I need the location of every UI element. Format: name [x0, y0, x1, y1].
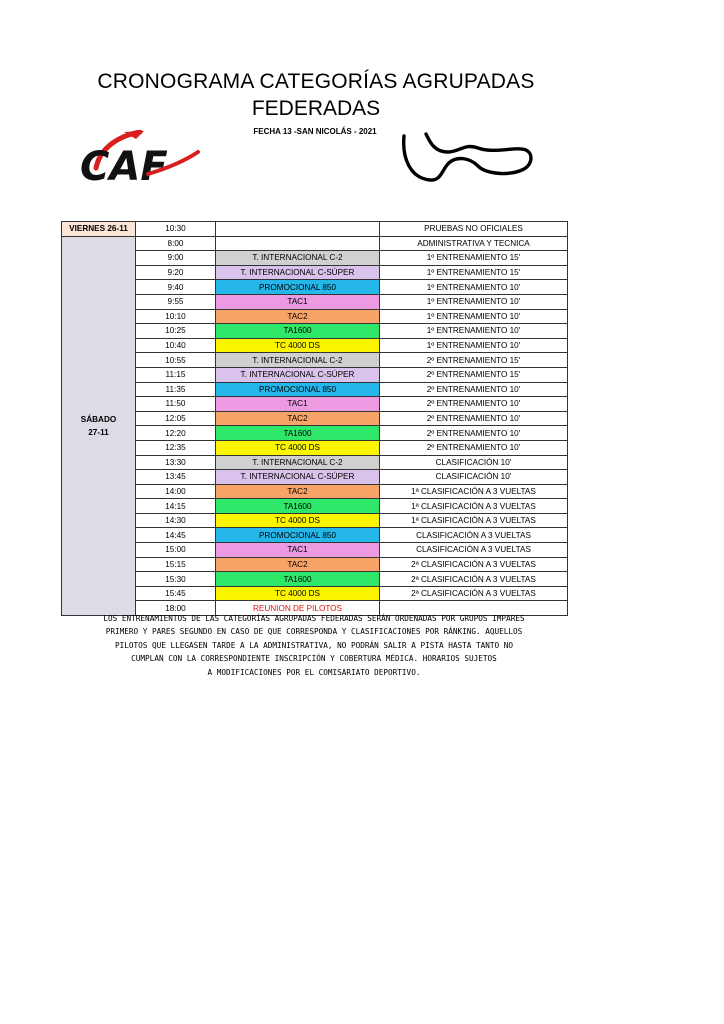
category-cell — [216, 222, 380, 237]
activity-cell: CLASIFICACIÓN 10' — [380, 470, 568, 485]
time-cell: 11:35 — [136, 382, 216, 397]
activity-cell: 2º ENTRENAMIENTO 15' — [380, 367, 568, 382]
table-row — [62, 484, 568, 499]
activity-cell: 2ª CLASIFICACIÓN A 3 VUELTAS — [380, 586, 568, 601]
time-cell: 18:00 — [136, 601, 216, 616]
time-cell: 9:55 — [136, 294, 216, 309]
activity-cell: 2º ENTRENAMIENTO 10' — [380, 397, 568, 412]
category-cell: T. INTERNACIONAL C-SÚPER — [216, 367, 380, 382]
table-row — [62, 251, 568, 266]
activity-cell: ADMINISTRATIVA Y TECNICA — [380, 236, 568, 251]
time-cell: 9:00 — [136, 251, 216, 266]
notes-line: A MODIFICACIONES POR EL COMISARIATO DEPORTIVO. — [207, 667, 421, 677]
time-cell: 15:15 — [136, 557, 216, 572]
category-cell: T. INTERNACIONAL C-2 — [216, 455, 380, 470]
category-cell: TAC2 — [216, 309, 380, 324]
event-subtitle: FECHA 13 -SAN NICOLÁS - 2021 — [253, 127, 377, 136]
activity-cell: 1ª CLASIFICACIÓN A 3 VUELTAS — [380, 499, 568, 514]
activity-cell: 1º ENTRENAMIENTO 15' — [380, 251, 568, 266]
table-row — [62, 324, 568, 339]
category-cell: TAC1 — [216, 294, 380, 309]
notes-line: PILOTOS QUE LLEGASEN TARDE A LA ADMINISTRATIVA, NO PODRÁN SALIR A PISTA HASTA TANTO NO — [114, 640, 514, 650]
category-cell: TA1600 — [216, 572, 380, 587]
activity-cell: 1º ENTRENAMIENTO 10' — [380, 338, 568, 353]
time-cell: 10:30 — [136, 222, 216, 237]
category-cell: PROMOCIONAL 850 — [216, 280, 380, 295]
table-row — [62, 455, 568, 470]
time-cell: 14:15 — [136, 499, 216, 514]
category-cell: TA1600 — [216, 499, 380, 514]
time-cell: 13:45 — [136, 470, 216, 485]
activity-cell: 1º ENTRENAMIENTO 10' — [380, 324, 568, 339]
category-cell: REUNION DE PILOTOS — [216, 601, 380, 616]
category-cell: TA1600 — [216, 426, 380, 441]
notes-line: CUMPLAN CON LA CORRESPONDIENTE INSCRIPCIÓN Y COBERTURA MÉDICA. HORARIOS SUJETOS — [131, 654, 497, 664]
category-cell — [216, 236, 380, 251]
day-label-saturday-line2: 27-11 — [88, 427, 109, 437]
activity-cell: 2º ENTRENAMIENTO 10' — [380, 382, 568, 397]
activity-cell: 2º ENTRENAMIENTO 10' — [380, 426, 568, 441]
table-row — [62, 557, 568, 572]
time-cell: 15:30 — [136, 572, 216, 587]
notes-paragraph — [61, 612, 567, 679]
table-row — [62, 280, 568, 295]
table-row — [62, 470, 568, 485]
time-cell: 12:20 — [136, 426, 216, 441]
caf-logo — [78, 130, 200, 186]
time-cell: 10:55 — [136, 353, 216, 368]
time-cell: 14:30 — [136, 513, 216, 528]
table-row — [62, 236, 568, 251]
table-row — [62, 572, 568, 587]
activity-cell: 2º ENTRENAMIENTO 10' — [380, 411, 568, 426]
category-cell: T. INTERNACIONAL C-2 — [216, 353, 380, 368]
category-cell: T. INTERNACIONAL C-2 — [216, 251, 380, 266]
activity-cell: 2º ENTRENAMIENTO 15' — [380, 353, 568, 368]
activity-cell: 1ª CLASIFICACIÓN A 3 VUELTAS — [380, 513, 568, 528]
table-row — [62, 309, 568, 324]
table-row — [62, 426, 568, 441]
time-cell: 10:40 — [136, 338, 216, 353]
time-cell: 15:00 — [136, 543, 216, 558]
table-row — [62, 294, 568, 309]
activity-cell: 2ª CLASIFICACIÓN A 3 VUELTAS — [380, 557, 568, 572]
activity-cell: 1ª CLASIFICACIÓN A 3 VUELTAS — [380, 484, 568, 499]
document-title-line1: CRONOGRAMA CATEGORÍAS AGRUPADAS — [97, 70, 535, 93]
time-cell: 11:15 — [136, 367, 216, 382]
category-cell: PROMOCIONAL 850 — [216, 528, 380, 543]
activity-cell: 1º ENTRENAMIENTO 10' — [380, 294, 568, 309]
category-cell: TA1600 — [216, 324, 380, 339]
time-cell: 8:00 — [136, 236, 216, 251]
activity-cell: 2º ENTRENAMIENTO 10' — [380, 440, 568, 455]
table-row — [62, 513, 568, 528]
day-label-saturday — [62, 236, 136, 615]
day-label-saturday-line1: SÁBADO — [80, 414, 117, 424]
time-cell: 15:45 — [136, 586, 216, 601]
category-cell: T. INTERNACIONAL C-SÚPER — [216, 470, 380, 485]
time-cell: 9:20 — [136, 265, 216, 280]
time-cell: 10:25 — [136, 324, 216, 339]
activity-cell: CLASIFICACIÓN A 3 VUELTAS — [380, 528, 568, 543]
activity-cell: 2ª CLASIFICACIÓN A 3 VUELTAS — [380, 572, 568, 587]
table-row — [62, 586, 568, 601]
activity-cell: 1º ENTRENAMIENTO 10' — [380, 280, 568, 295]
activity-cell: PRUEBAS NO OFICIALES — [380, 222, 568, 237]
document-title-line2: FEDERADAS — [251, 97, 381, 120]
time-cell: 14:00 — [136, 484, 216, 499]
activity-cell: 1º ENTRENAMIENTO 10' — [380, 309, 568, 324]
category-cell: TAC2 — [216, 557, 380, 572]
category-cell: TAC2 — [216, 484, 380, 499]
table-row — [62, 353, 568, 368]
table-row — [62, 222, 568, 237]
time-cell: 12:05 — [136, 411, 216, 426]
table-row — [62, 265, 568, 280]
day-label-friday: VIERNES 26-11 — [62, 222, 136, 237]
time-cell: 14:45 — [136, 528, 216, 543]
table-row — [62, 397, 568, 412]
time-cell: 13:30 — [136, 455, 216, 470]
notes-line: PRIMERO Y PARES SEGUNDO EN CASO DE QUE CORRESPONDA Y CLASIFICACIONES POR RÁNKING. AQUELLOS — [105, 627, 523, 637]
time-cell: 12:35 — [136, 440, 216, 455]
table-row — [62, 528, 568, 543]
notes-line: LOS ENTRENAMIENTOS DE LAS CATEGORÍAS AGRUPADAS FEDERADAS SERÁN ORDENADAS POR GRUPOS IMPARES — [103, 614, 525, 623]
category-cell: TAC1 — [216, 543, 380, 558]
activity-cell: CLASIFICACIÓN 10' — [380, 455, 568, 470]
category-cell: TAC1 — [216, 397, 380, 412]
schedule-table — [61, 221, 568, 616]
table-row — [62, 440, 568, 455]
table-row — [62, 499, 568, 514]
table-row — [62, 543, 568, 558]
table-row — [62, 382, 568, 397]
time-cell: 11:50 — [136, 397, 216, 412]
table-row — [62, 411, 568, 426]
activity-cell: CLASIFICACIÓN A 3 VUELTAS — [380, 543, 568, 558]
time-cell: 10:10 — [136, 309, 216, 324]
logo-wordmark: CAF — [80, 144, 168, 186]
category-cell: T. INTERNACIONAL C-SÚPER — [216, 265, 380, 280]
time-cell: 9:40 — [136, 280, 216, 295]
table-row — [62, 338, 568, 353]
category-cell: TC 4000 DS — [216, 586, 380, 601]
category-cell: TC 4000 DS — [216, 440, 380, 455]
category-cell: TC 4000 DS — [216, 338, 380, 353]
category-cell: PROMOCIONAL 850 — [216, 382, 380, 397]
activity-cell: 1º ENTRENAMIENTO 15' — [380, 265, 568, 280]
category-cell: TC 4000 DS — [216, 513, 380, 528]
category-cell: TAC2 — [216, 411, 380, 426]
circuit-layout-icon — [398, 128, 536, 186]
table-row — [62, 367, 568, 382]
